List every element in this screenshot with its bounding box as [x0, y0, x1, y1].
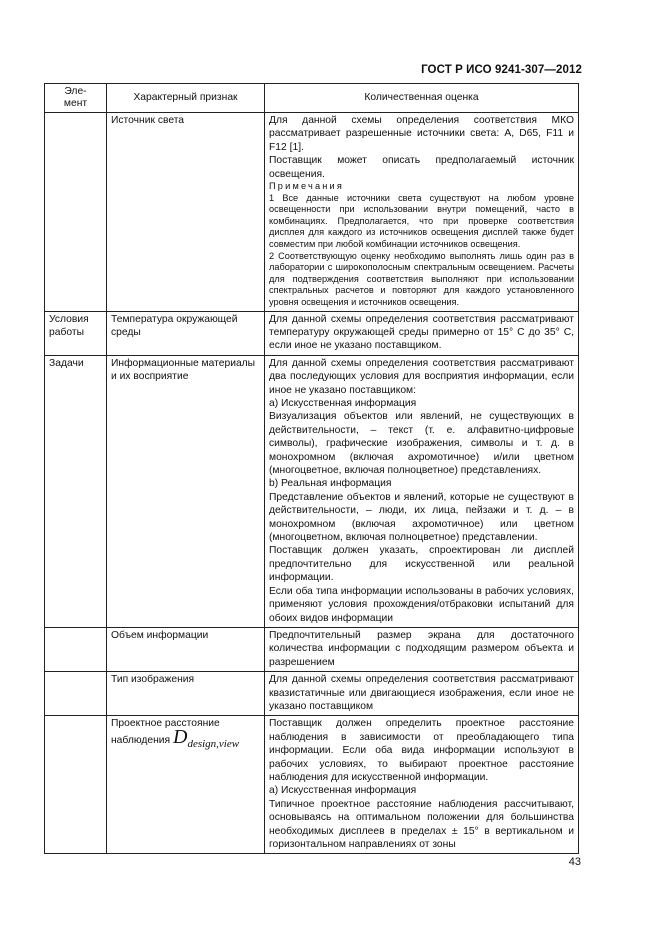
symbol-d-design-view [172, 725, 240, 750]
feature-cell: Тип изображения [107, 672, 265, 716]
paragraph: Визуализация объектов или явлений, не существующих в действительности, – текст (т. е. алфавитно-цифровые символы), графические изображения, символы и т. д. в монохромном (включая ахромотичное) и/или цветном (многоцветное, включая полноцветное) представлениях. [269, 411, 574, 477]
symbol-subscript: design,view [187, 737, 240, 750]
paragraph: Для данной схемы определения соответствия МКО рассматривает разрешенные источники света: А, D65, F11 и F12 [1]. [269, 115, 574, 153]
table-row [45, 113, 579, 312]
paragraph: Поставщик должен определить проектное расстояние наблюдения в зависимости от преобладающего типа информации. Если оба вида информации используют в рабочих условиях, то выбирают проектное расстояние наблюдения для искусственной информации. [269, 718, 574, 783]
paragraph: Поставщик должен указать, спроектирован ли дисплей предпочтительно для искусственной или реальной информации. [269, 545, 574, 584]
assessment-table [44, 83, 579, 854]
table-row [45, 355, 579, 627]
element-cell [45, 627, 107, 671]
paragraph: а) Искусственная информация [269, 785, 417, 797]
paragraph: Для данной схемы определения соответствия рассматривают температуру окружающей среды примерно от 15° С до 35° С, если иное не указано поставщиком. [269, 313, 574, 352]
paragraph: Для данной схемы определения соответствия рассматривают два последующих условия для восприятия информации, если иное не указано поставщиком: [269, 357, 574, 396]
table-header-row [45, 84, 579, 113]
feature-cell: Информационные материалы и их восприятие [107, 355, 265, 627]
column-header-element: Эле- мент [45, 84, 107, 113]
paragraph: Типичное проектное расстояние наблюдения рассчитывают, основываясь на оптимальном положении для большинства необходимых дисплеев в пределах ± 15° в вертикальном и горизонтальном направлениях от зоны [269, 798, 574, 850]
note-item: 2 Соответствующую оценку необходимо выполнять лишь один раз в лаборатории с широкополосным спектральным освещением. Расчеты для подтверждения соответствия выполняют при использовании спектральных расчетов и повторяют для каждого установленного уровня освещения и источников освещения. [269, 250, 574, 307]
assessment-cell [265, 672, 579, 716]
assessment-cell [265, 355, 579, 627]
element-cell [45, 672, 107, 716]
paragraph: Для данной схемы определения соответствия рассматривают квазистатичные или двигающиеся изображения, если иное не указано поставщиком [269, 674, 574, 712]
page-number: 43 [568, 856, 581, 868]
paragraph: а) Искусственная информация [269, 398, 417, 409]
note-item: 1 Все данные источники света существуют на любом уровне освещенности при использовании внутри помещений, часто в комбинациях. Предполагается, что при проверке соответствия дисплея для каждого из источников освещения дисплей также будет совместим при любой комбинации источников освещения. [269, 192, 574, 249]
paragraph: Если оба типа информации использованы в рабочих условиях, применяют условия прохождения/отбраковки испытаний для обоих видов информации [269, 585, 574, 624]
column-header-feature: Характерный признак [107, 84, 265, 113]
feature-cell: Температура окружающей среды [107, 311, 265, 355]
assessment-cell [265, 311, 579, 355]
table-row [45, 716, 579, 854]
document-code: ГОСТ Р ИСО 9241-307—2012 [421, 64, 582, 76]
table-row [45, 672, 579, 716]
assessment-cell [265, 113, 579, 312]
column-header-assessment: Количественная оценка [265, 84, 579, 113]
note-title: Примечания [269, 181, 345, 192]
assessment-cell [265, 716, 579, 854]
paragraph: Предпочтительный размер экрана для достаточного количества информации с подходящим размером объекта и разрешением [269, 629, 574, 668]
feature-cell: Объем информации [107, 627, 265, 671]
element-cell: Условия работы [45, 311, 107, 355]
symbol-letter: D [172, 725, 188, 748]
table-row [45, 627, 579, 671]
feature-cell [107, 716, 265, 854]
paragraph: Поставщик может описать предполагаемый источник освещения. [269, 155, 574, 180]
feature-label: Проектное расстояние наблюдения [111, 718, 220, 746]
paragraph: Представление объектов и явлений, которые не существуют в действительности, – люди, их лица, пейзажи и т. д. – в монохромном (включая ахромотичное) или цветном (многоцветном, включая полноцветное) представлении. [269, 491, 574, 544]
feature-cell: Источник света [107, 113, 265, 312]
element-cell [45, 113, 107, 312]
paragraph: b) Реальная информация [269, 478, 392, 490]
assessment-cell [265, 627, 579, 671]
table-row [45, 311, 579, 355]
element-cell: Задачи [45, 355, 107, 627]
element-cell [45, 716, 107, 854]
